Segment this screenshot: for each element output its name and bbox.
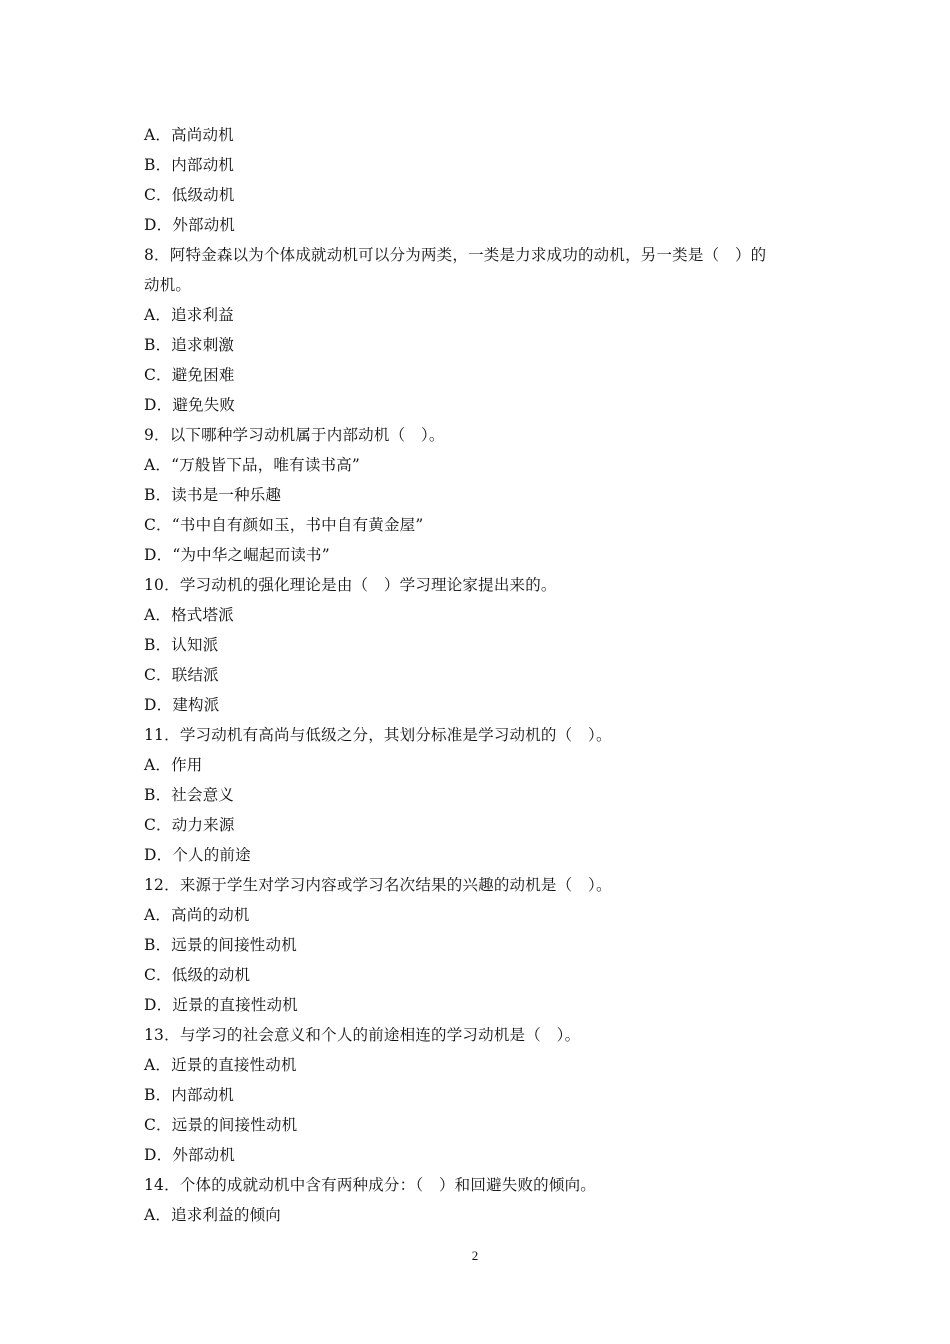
question-list [144,120,816,1230]
option-c: C．低级的动机 [144,966,251,984]
option-b: B．追求刺激 [144,336,235,354]
question-12: 12．来源于学生对学习内容或学习名次结果的兴趣的动机是（ ）。 [144,876,612,894]
question-10: 10．学习动机的强化理论是由（ ）学习理论家提出来的。 [144,576,557,594]
option-b: B．认知派 [144,636,219,654]
question-14: 14．个体的成就动机中含有两种成分：（ ）和回避失败的倾向。 [144,1176,596,1194]
option-d: D．近景的直接性动机 [144,996,298,1014]
option-d: D．“为中华之崛起而读书” [144,546,330,564]
option-d: D．外部动机 [144,216,236,234]
question-8: 8．阿特金森以为个体成就动机可以分为两类，一类是力求成功的动机，另一类是（ ）的 [144,246,767,264]
option-a: A．格式塔派 [144,606,234,624]
option-c: C．动力来源 [144,816,235,834]
question-8-continuation: 动机。 [144,276,192,294]
option-c: C．远景的间接性动机 [144,1116,298,1134]
option-a: A．高尚动机 [144,126,234,144]
option-b: B．远景的间接性动机 [144,936,297,954]
page-number: 2 [471,1248,479,1263]
option-c: C．低级动机 [144,186,235,204]
option-c: C．“书中自有颜如玉，书中自有黄金屋” [144,516,424,534]
option-d: D．外部动机 [144,1146,236,1164]
option-b: B．内部动机 [144,1086,235,1104]
option-a: A．作用 [144,756,203,774]
option-d: D．建构派 [144,696,220,714]
option-c: C．避免困难 [144,366,235,384]
option-a: A．近景的直接性动机 [144,1056,297,1074]
option-a: A．追求利益的倾向 [144,1206,281,1224]
question-9: 9．以下哪种学习动机属于内部动机（ ）。 [144,426,445,444]
option-b: B．社会意义 [144,786,235,804]
option-d: D．个人的前途 [144,846,251,864]
option-a: A．追求利益 [144,306,234,324]
option-b: B．读书是一种乐趣 [144,486,282,504]
question-11: 11．学习动机有高尚与低级之分，其划分标准是学习动机的（ ）。 [144,726,612,744]
option-b: B．内部动机 [144,156,235,174]
option-c: C．联结派 [144,666,219,684]
option-d: D．避免失败 [144,396,236,414]
question-13: 13．与学习的社会意义和个人的前途相连的学习动机是（ ）。 [144,1026,581,1044]
option-a: A．“万般皆下品，唯有读书高” [144,456,361,474]
option-a: A．高尚的动机 [144,906,250,924]
